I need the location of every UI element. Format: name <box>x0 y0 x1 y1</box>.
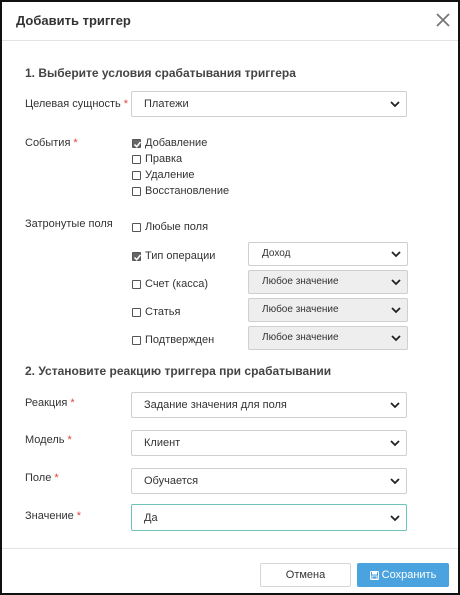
required-marker: * <box>54 472 59 484</box>
select-value: Любое значение <box>262 304 339 315</box>
event-label: Восстановление <box>145 185 230 197</box>
field-select[interactable] <box>131 468 407 494</box>
checkbox[interactable] <box>132 280 141 289</box>
reaction-select[interactable] <box>131 392 407 418</box>
select-value: Любое значение <box>262 332 339 343</box>
chevron-down-icon <box>390 401 400 409</box>
save-button[interactable] <box>357 563 449 587</box>
checkbox[interactable] <box>132 155 141 164</box>
event-label: Удаление <box>145 169 195 181</box>
entity-label-text: Целевая сущность <box>25 98 121 110</box>
select-value: Клиент <box>144 437 181 449</box>
select-value: Обучается <box>144 475 199 487</box>
select-value: Задание значения для поля <box>144 399 287 411</box>
dialog-title: Добавить триггер <box>16 13 131 28</box>
field-label: Подтвержден <box>145 334 215 346</box>
confirmed-select[interactable] <box>248 326 408 350</box>
required-marker: * <box>70 397 75 409</box>
fields-label: Затронутые поля <box>25 218 113 230</box>
chevron-down-icon <box>391 278 401 286</box>
value-select[interactable] <box>131 504 407 531</box>
field-label-row <box>25 472 59 484</box>
account-select[interactable] <box>248 270 408 294</box>
event-label: Правка <box>145 153 183 165</box>
chevron-down-icon <box>391 334 401 342</box>
field-label-text: Поле <box>25 472 52 484</box>
save-button-label: Сохранить <box>381 569 437 581</box>
field-label: Любые поля <box>145 221 209 233</box>
events-label <box>25 137 78 149</box>
checkbox[interactable] <box>132 171 141 180</box>
model-label <box>25 434 72 446</box>
required-marker: * <box>67 434 72 446</box>
chevron-down-icon <box>391 306 401 314</box>
event-checkbox-restore[interactable] <box>132 185 229 197</box>
section2-title: 2. Установите реакцию триггера при срабатывании <box>25 364 332 378</box>
field-checkbox-account[interactable] <box>132 278 208 290</box>
required-marker: * <box>123 98 129 110</box>
field-checkbox-confirmed[interactable] <box>132 334 214 346</box>
field-label: Тип операции <box>145 250 216 262</box>
select-value: Доход <box>262 248 291 259</box>
select-value: Любое значение <box>262 276 339 287</box>
event-checkbox-delete[interactable] <box>132 169 195 181</box>
cancel-button[interactable] <box>260 563 351 587</box>
model-select[interactable] <box>131 430 407 456</box>
event-label: Добавление <box>145 137 208 149</box>
field-checkbox-any[interactable] <box>132 221 208 233</box>
checkbox[interactable] <box>132 336 141 345</box>
select-value: Да <box>144 512 158 524</box>
model-label-text: Модель <box>25 434 65 446</box>
required-marker: * <box>76 510 82 522</box>
checkbox[interactable] <box>132 187 141 196</box>
operation-type-select[interactable] <box>248 242 408 266</box>
field-label: Счет (касса) <box>145 278 209 290</box>
checkbox[interactable] <box>132 308 141 317</box>
section1-title: 1. Выберите условия срабатывания триггера <box>25 66 296 80</box>
article-select[interactable] <box>248 298 408 322</box>
chevron-down-icon <box>391 250 401 258</box>
field-checkbox-article[interactable] <box>132 306 180 318</box>
reaction-label-text: Реакция <box>25 397 68 409</box>
checkbox[interactable] <box>132 223 141 232</box>
entity-select-value: Платежи <box>144 98 189 110</box>
chevron-down-icon <box>390 514 400 522</box>
field-label: Статья <box>145 306 181 318</box>
chevron-down-icon <box>390 477 400 485</box>
entity-select[interactable] <box>131 91 407 117</box>
close-icon[interactable] <box>434 11 452 29</box>
floppy-disk-icon <box>370 571 379 580</box>
value-label <box>25 510 81 522</box>
checkmark-icon <box>133 140 142 149</box>
entity-label <box>25 98 128 110</box>
events-label-text: События <box>25 137 71 149</box>
dialog-header <box>2 2 458 41</box>
required-marker: * <box>73 137 78 149</box>
event-checkbox-edit[interactable] <box>132 153 182 165</box>
checkmark-icon <box>133 253 142 262</box>
checkbox[interactable] <box>132 252 141 261</box>
value-label-text: Значение <box>25 510 74 522</box>
event-checkbox-add[interactable] <box>132 137 207 149</box>
reaction-label <box>25 397 75 409</box>
cancel-button-label: Отмена <box>285 569 326 581</box>
chevron-down-icon <box>390 100 400 108</box>
dialog-footer <box>2 548 458 593</box>
chevron-down-icon <box>390 439 400 447</box>
checkbox[interactable] <box>132 139 141 148</box>
field-checkbox-operation-type[interactable] <box>132 250 215 262</box>
